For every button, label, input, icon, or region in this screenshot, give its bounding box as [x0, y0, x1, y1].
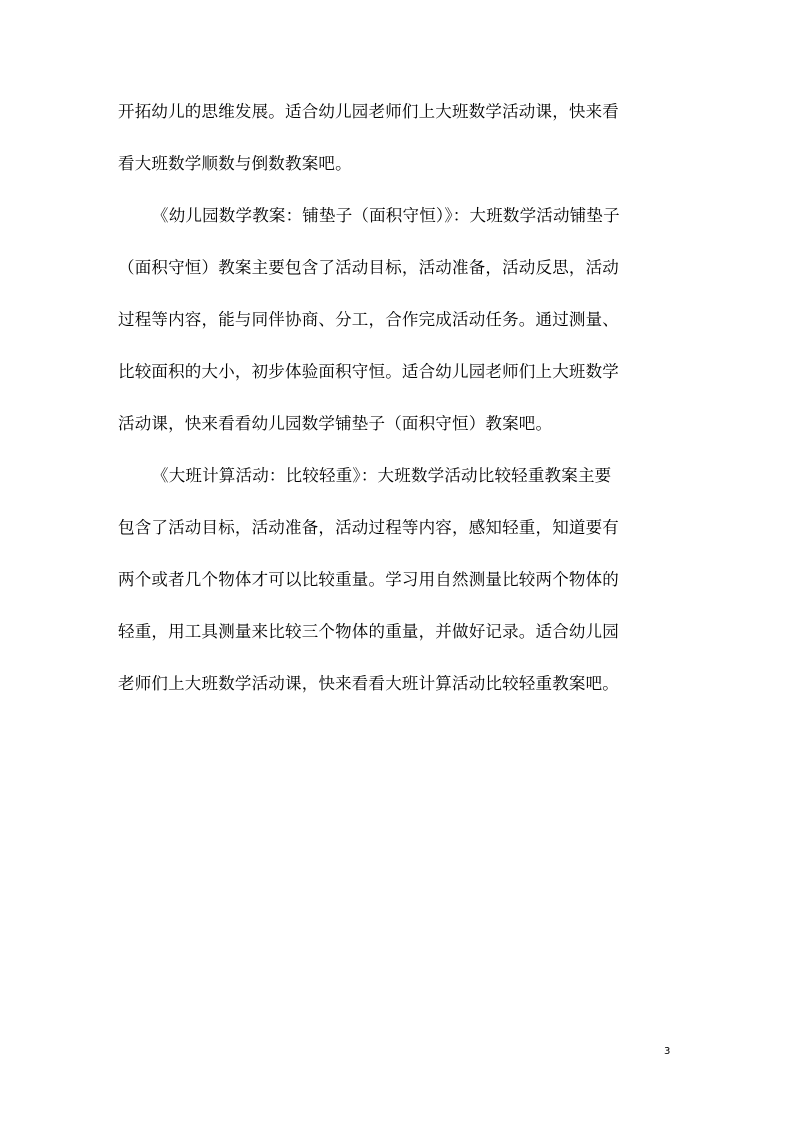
- text-line: 看大班数学顺数与倒数教案吧。: [118, 154, 352, 173]
- text-line: 活动课，快来看看幼儿园数学铺垫子（面积守恒）教案吧。: [118, 414, 553, 433]
- page-number: 3: [664, 1046, 671, 1057]
- paragraph-first-line: 《大班计算活动：比较轻重》：大班数学活动比较轻重教案主要: [152, 466, 612, 485]
- text-line: 老师们上大班数学活动课，快来看看大班计算活动比较轻重教案吧。: [118, 674, 619, 693]
- text-line: 过程等内容，能与同伴协商、分工，合作完成活动任务。通过测量、: [118, 310, 619, 329]
- paragraph-first-line: 《幼儿园数学教案：铺垫子（面积守恒）》：大班数学活动铺垫子: [152, 206, 620, 225]
- body-text: [118, 86, 678, 710]
- text-line: （面积守恒）教案主要包含了活动目标，活动准备，活动反思，活动: [118, 258, 619, 277]
- text-line: 两个或者几个物体才可以比较重量。学习用自然测量比较两个物体的: [118, 570, 619, 589]
- text-line: 开拓幼儿的思维发展。适合幼儿园老师们上大班数学活动课，快来看: [118, 102, 619, 121]
- text-line: 轻重，用工具测量来比较三个物体的重量，并做好记录。适合幼儿园: [118, 622, 619, 641]
- text-line: 比较面积的大小，初步体验面积守恒。适合幼儿园老师们上大班数学: [118, 362, 619, 381]
- text-line: 包含了活动目标，活动准备，活动过程等内容，感知轻重，知道要有: [118, 518, 619, 537]
